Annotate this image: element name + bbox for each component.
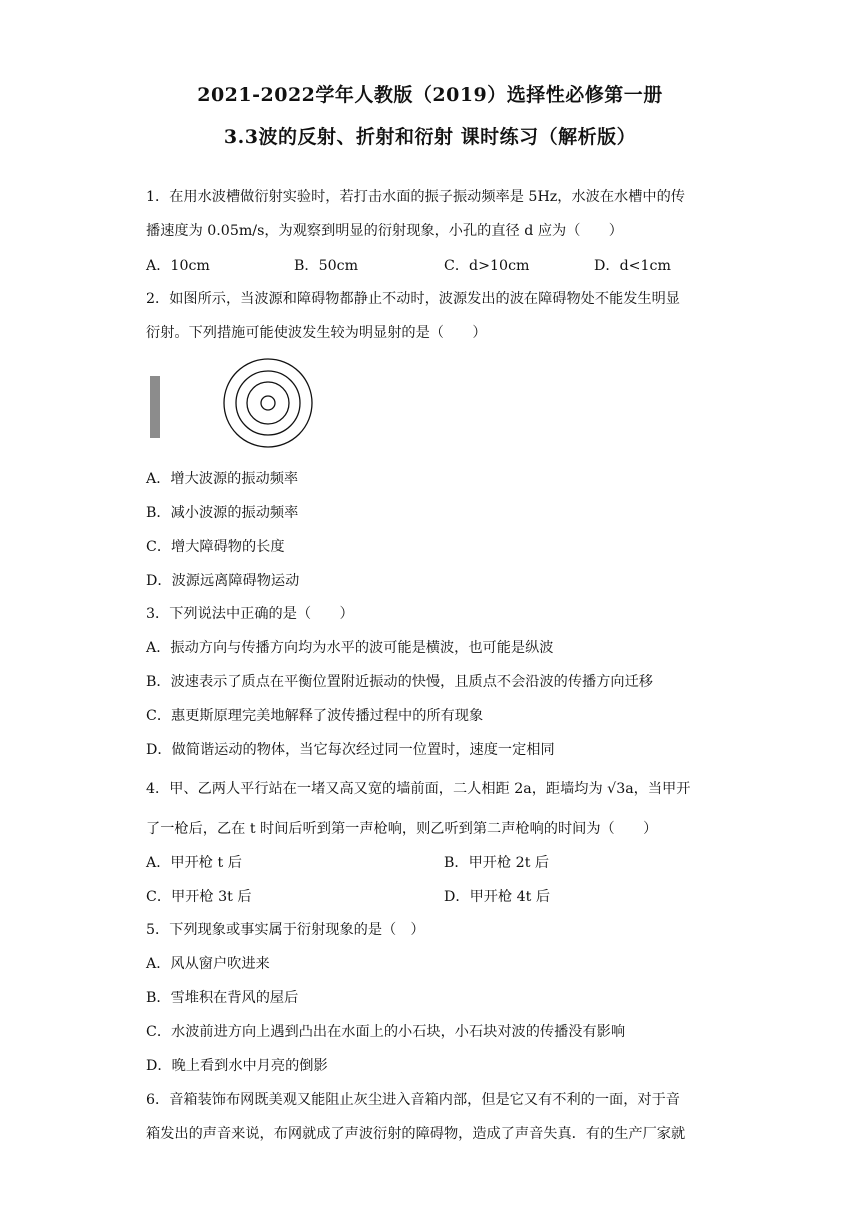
question-3-option-c: C．惠更斯原理完美地解释了波传播过程中的所有现象 — [146, 708, 484, 724]
question-6-line-1: 6．音箱装饰布网既美观又能阻止灰尘进入音箱内部，但是它又有不利的一面，对于音 — [146, 1092, 680, 1108]
question-4-option-b: B．甲开枪 2t 后 — [444, 855, 550, 871]
wave-circle-2 — [247, 382, 289, 424]
question-4-line-1: 4．甲、乙两人平行站在一堵又高又宽的墙前面，二人相距 2a，距墙均为 √3a，当甲开 — [146, 781, 691, 797]
wave-source-obstacle-figure — [146, 356, 326, 452]
question-6-line-2: 箱发出的声音来说，布网就成了声波衍射的障碍物，造成了声音失真．有的生产厂家就 — [146, 1126, 686, 1142]
question-2-line-2: 衍射。下列措施可能使波发生较为明显射的是（ ） — [146, 325, 487, 341]
question-3-option-a: A．振动方向与传播方向均为水平的波可能是横波，也可能是纵波 — [146, 640, 554, 656]
question-5-option-d: D．晚上看到水中月亮的倒影 — [146, 1058, 328, 1074]
wave-circle-3 — [236, 371, 300, 435]
question-1-option-d: D．d<1cm — [594, 258, 671, 274]
question-5-option-a: A．风从窗户吹进来 — [146, 956, 270, 972]
question-2-option-d: D．波源远离障碍物运动 — [146, 573, 300, 589]
question-2-option-a: A．增大波源的振动频率 — [146, 471, 299, 487]
document-title-line-2: 3.3波的反射、折射和衍射 课时练习（解析版） — [223, 126, 637, 148]
question-4-option-d: D．甲开枪 4t 后 — [444, 889, 551, 905]
question-1-option-a: A．10cm — [146, 258, 210, 274]
question-3-option-d: D．做简谐运动的物体，当它每次经过同一位置时，速度一定相同 — [146, 742, 555, 758]
question-2-option-b: B．减小波源的振动频率 — [146, 505, 299, 521]
question-5-option-c: C．水波前进方向上遇到凸出在水面上的小石块，小石块对波的传播没有影响 — [146, 1024, 626, 1040]
question-2-line-1: 2．如图所示，当波源和障碍物都静止不动时，波源发出的波在障碍物处不能发生明显 — [146, 291, 680, 307]
question-1-line-1: 1．在用水波槽做衍射实验时，若打击水面的振子振动频率是 5Hz，水波在水槽中的传 — [146, 189, 685, 205]
question-1-option-c: C．d>10cm — [444, 258, 530, 274]
question-3-option-b: B．波速表示了质点在平衡位置附近振动的快慢，且质点不会沿波的传播方向迁移 — [146, 674, 653, 690]
question-5-option-b: B．雪堆积在背风的屋后 — [146, 990, 299, 1006]
question-4-option-a: A．甲开枪 t 后 — [146, 855, 242, 871]
question-1-option-b: B．50cm — [294, 258, 359, 274]
wave-circle-inner — [261, 396, 275, 410]
obstacle-bar — [150, 376, 160, 438]
question-4-option-c: C．甲开枪 3t 后 — [146, 889, 252, 905]
question-4-line-2: 了一枪后，乙在 t 时间后听到第一声枪响，则乙听到第二声枪响的时间为（ ） — [146, 821, 658, 837]
wave-circle-outer — [224, 359, 312, 447]
question-1-line-2: 播速度为 0.05m/s，为观察到明显的衍射现象，小孔的直径 d 应为（ ） — [146, 223, 623, 239]
document-title-line-1: 2021-2022学年人教版（2019）选择性必修第一册 — [197, 84, 663, 106]
question-3-line-1: 3．下列说法中正确的是（ ） — [146, 606, 354, 622]
question-2-option-c: C．增大障碍物的长度 — [146, 539, 285, 555]
wave-source-circles — [224, 359, 312, 447]
question-5-line-1: 5．下列现象或事实属于衍射现象的是（ ） — [146, 922, 425, 938]
